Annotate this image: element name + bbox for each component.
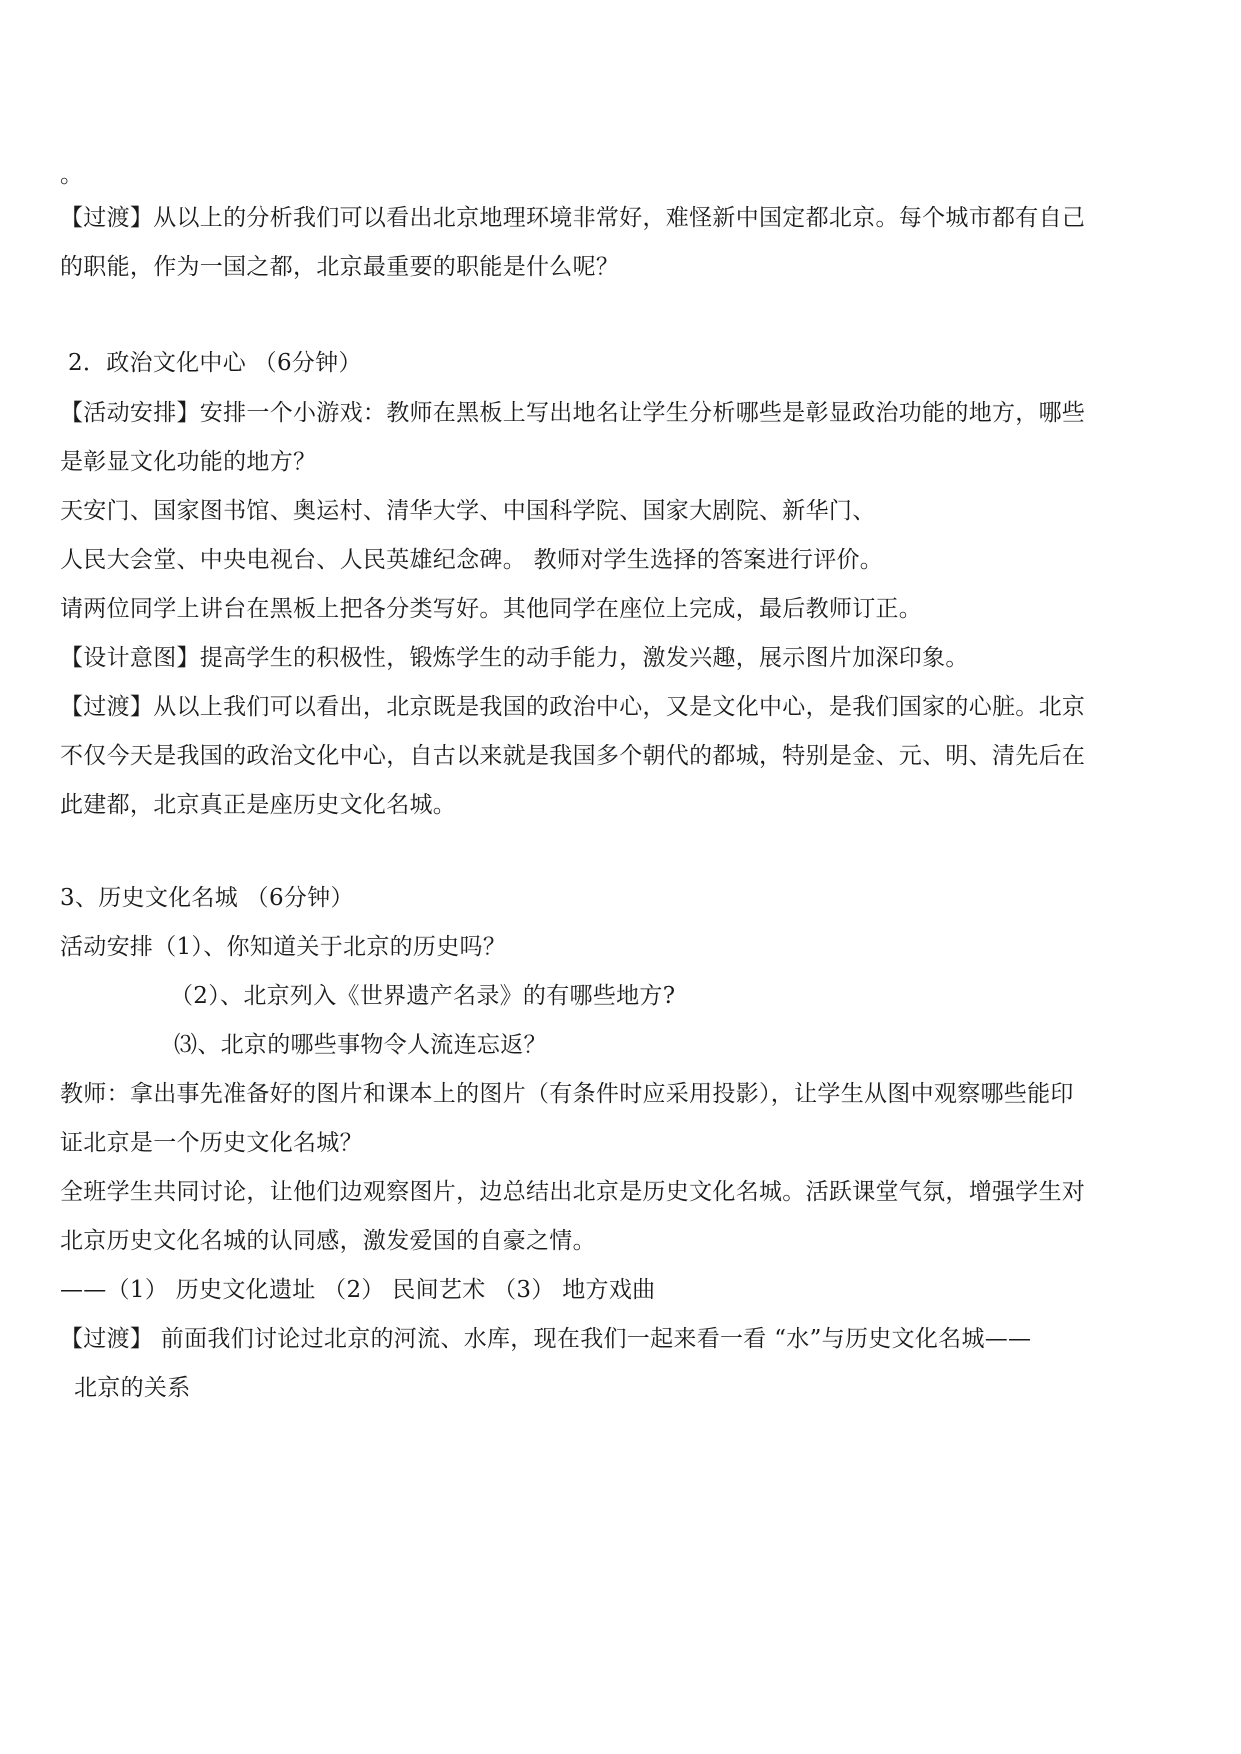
transition-3-line-1: 【过渡】 前面我们讨论过北京的河流、水库，现在我们一起来看一看 “水”与历史文化名城—— — [60, 1326, 1032, 1352]
activity-paragraph-line-1: 【活动安排】安排一个小游戏：教师在黑板上写出地名让学生分析哪些是彰显政治功能的地方，哪些 — [60, 400, 1086, 426]
section-heading-political-culture: 2．政治文化中心 （6分钟） — [68, 350, 362, 376]
activity-question-2: （2）、北京列入《世界遗产名录》的有哪些地方? — [170, 983, 676, 1009]
place-list-line-2: 人民大会堂、中央电视台、人民英雄纪念碑。 教师对学生选择的答案进行评价。 — [60, 547, 884, 573]
teacher-paragraph-line-2: 证北京是一个历史文化名城？ — [60, 1130, 363, 1156]
section-heading-historical-city: 3、历史文化名城 （6分钟） — [60, 885, 354, 911]
transition-2-line-1: 【过渡】从以上我们可以看出，北京既是我国的政治中心，又是文化中心，是我们国家的心脏。北京 — [60, 694, 1086, 720]
teacher-paragraph-line-1: 教师：拿出事先准备好的图片和课本上的图片（有条件时应采用投影），让学生从图中观察哪些能印 — [60, 1081, 1074, 1107]
classroom-instruction-line: 请两位同学上讲台在黑板上把各分类写好。其他同学在座位上完成，最后教师订正。 — [60, 596, 923, 622]
transition-paragraph-line-1: 【过渡】从以上的分析我们可以看出北京地理环境非常好，难怪新中国定都北京。每个城市都有自己 — [60, 205, 1086, 231]
activity-question-3: ⑶、北京的哪些事物令人流连忘返？ — [174, 1032, 547, 1058]
transition-2-line-3: 此建都，北京真正是座历史文化名城。 — [60, 792, 457, 818]
category-list-line: ——（1） 历史文化遗址 （2） 民间艺术 （3） 地方戏曲 — [60, 1277, 656, 1303]
transition-paragraph-line-2: 的职能，作为一国之都，北京最重要的职能是什么呢？ — [60, 254, 620, 280]
discussion-paragraph-line-2: 北京历史文化名城的认同感，激发爱国的自豪之情。 — [60, 1228, 596, 1254]
activity-paragraph-line-2: 是彰显文化功能的地方？ — [60, 449, 317, 475]
transition-3-line-2: 北京的关系 — [74, 1375, 191, 1401]
place-list-line-1: 天安门、国家图书馆、奥运村、清华大学、中国科学院、国家大剧院、新华门、 — [60, 498, 876, 524]
design-intent-line: 【设计意图】提高学生的积极性，锻炼学生的动手能力，激发兴趣，展示图片加深印象。 — [60, 645, 969, 671]
discussion-paragraph-line-1: 全班学生共同讨论，让他们边观察图片，边总结出北京是历史文化名城。活跃课堂气氛，增强学生对 — [60, 1179, 1086, 1205]
activity-question-1: 活动安排（1）、你知道关于北京的历史吗？ — [60, 934, 507, 960]
text-line-period: 。 — [60, 162, 84, 188]
transition-2-line-2: 不仅今天是我国的政治文化中心，自古以来就是我国多个朝代的都城，特别是金、元、明、清先后在 — [60, 743, 1086, 769]
